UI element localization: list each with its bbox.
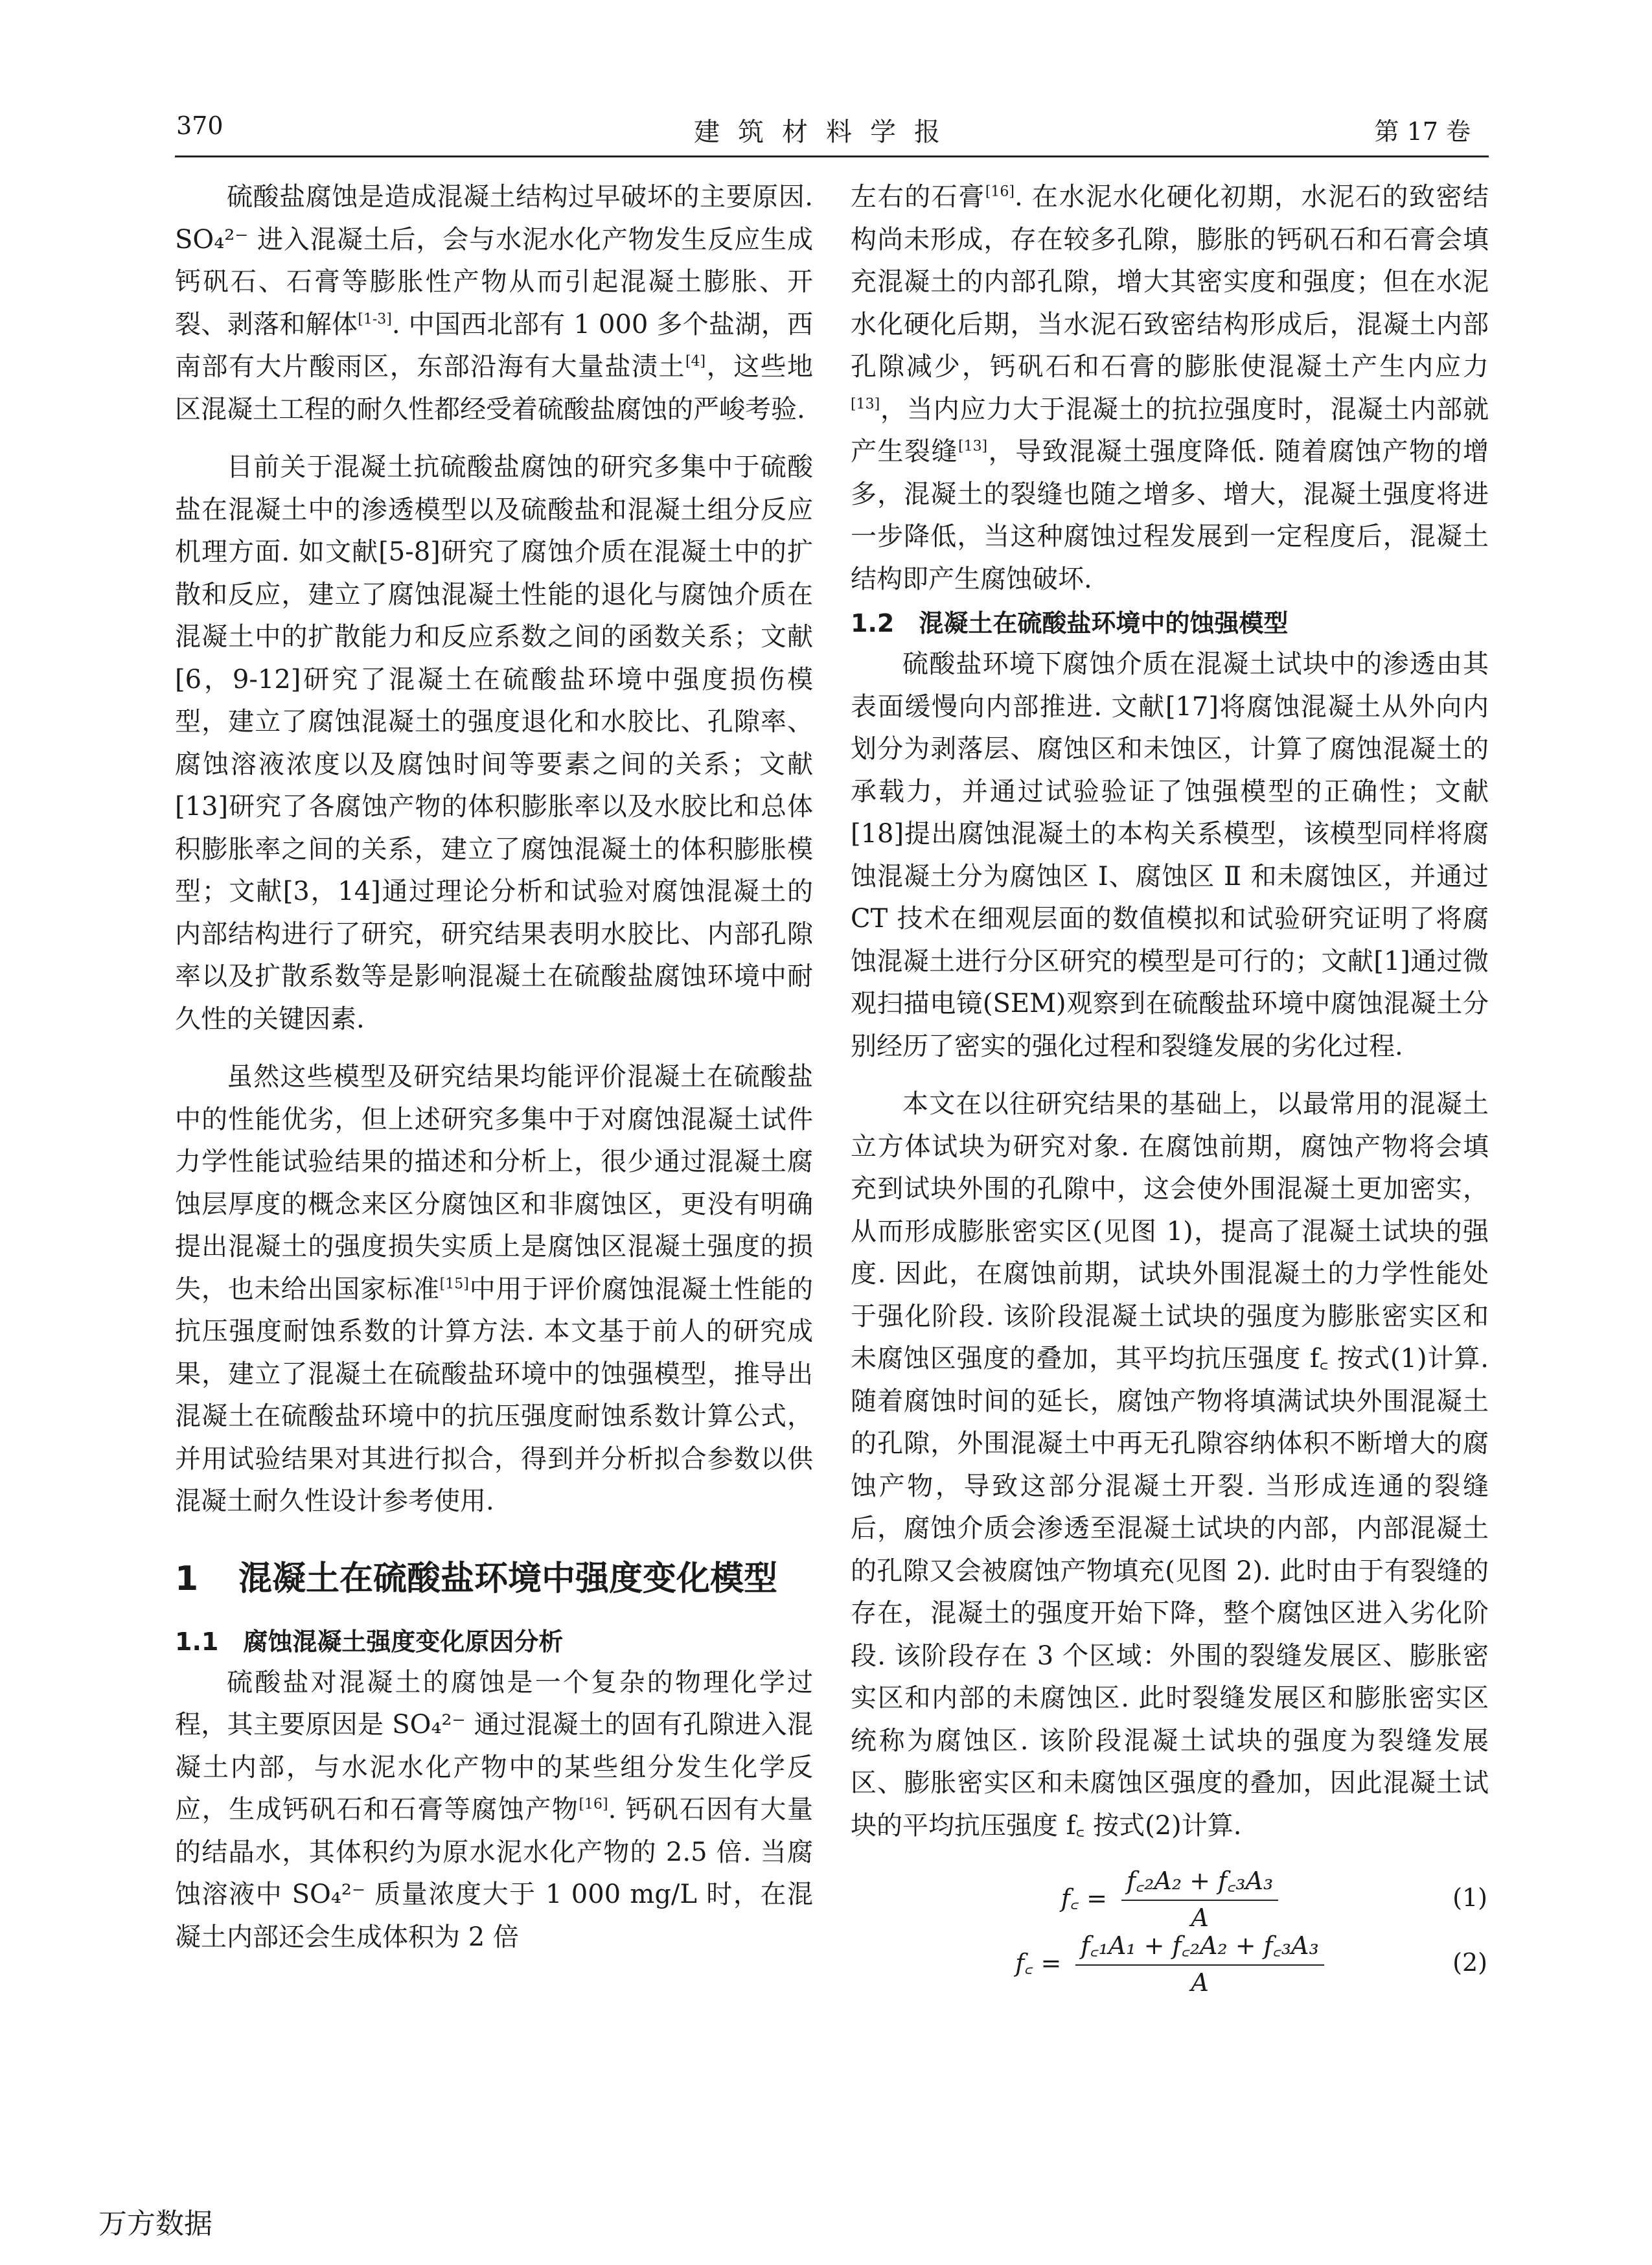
section-heading xyxy=(175,1554,813,1604)
paragraph: 目前关于混凝土抗硫酸盐腐蚀的研究多集中于硫酸盐在混凝土中的渗透模型以及硫酸盐和混凝土组分反应机理方面. 如文献[5-8]研究了腐蚀介质在混凝土中的扩散和反应，建立了腐蚀混凝土性能的退化与腐蚀介质在混凝土中的扩散能力和反应系数之间的函数关系；文献[6，9-12]研究了混凝土在硫酸盐环境中强度损伤模型，建立了腐蚀混凝土的强度退化和水胶比、孔隙率、腐蚀溶液浓度以及腐蚀时间等要素之间的关系；文献[13]研究了各腐蚀产物的体积膨胀率以及水胶比和总体积膨胀率之间的关系，建立了腐蚀混凝土的体积膨胀模型；文献[3，14]通过理论分析和试验对腐蚀混凝土的内部结构进行了研究，研究结果表明水胶比、内部孔隙率以及扩散系数等是影响混凝土在硫酸盐腐蚀环境中耐久性的关键因素. xyxy=(175,452,813,1034)
section-title: 混凝土在硫酸盐环境中强度变化模型 xyxy=(238,1559,778,1598)
paragraph: 硫酸盐腐蚀是造成混凝土结构过早破坏的主要原因. SO₄²⁻ 进入混凝土后，会与水泥水化产物发生反应生成钙矾石、石膏等膨胀性产物从而引起混凝土膨胀、开裂、剥落和解体[1-3]. 中国西北部有 1 000 多个盐湖，西南部有大片酸雨区，东部沿海有大量盐渍土[4]，这些地区混凝土工程的耐久性都经受着硫酸盐腐蚀的严峻考验. xyxy=(175,182,814,424)
left-column xyxy=(175,176,813,1959)
page-number: 370 xyxy=(176,111,224,140)
paragraph: 左右的石膏[16]. 在水泥水化硬化初期，水泥石的致密结构尚未形成，存在较多孔隙，膨胀的钙矾石和石膏会填充混凝土的内部孔隙，增大其密实度和强度；但在水泥水化硬化后期，当水泥石致密结构形成后，混凝土内部孔隙减少，钙矾石和石膏的膨胀使混凝土产生内应力[13]，当内应力大于混凝土的抗拉强度时，混凝土内部就产生裂缝[13]，导致混凝土强度降低. 随着腐蚀产物的增多，混凝土的裂缝也随之增多、增大，混凝土强度将进一步降低，当这种腐蚀过程发展到一定程度后，混凝土结构即产生腐蚀破坏. xyxy=(851,182,1489,594)
equation-2: f꜀ = $\frac{\text{f꜀₁A₁ + f꜀₂A₂ + f꜀₃A₃}}{A}$ (2) xyxy=(851,1930,1489,1995)
subsection-heading: 1.2 混凝土在硫酸盐环境中的蚀强模型 xyxy=(851,609,1289,638)
header-rule xyxy=(175,155,1489,157)
footer-watermark: 万方数据 xyxy=(98,2207,212,2240)
paragraph: 硫酸盐环境下腐蚀介质在混凝土试块中的渗透由其表面缓慢向内部推进. 文献[17]将腐蚀混凝土从外向内划分为剥落层、腐蚀区和未蚀区，计算了腐蚀混凝土的承载力，并通过试验验证了蚀强模型的正确性；文献[18]提出腐蚀混凝土的本构关系模型，该模型同样将腐蚀混凝土分为腐蚀区 Ⅰ、腐蚀区 Ⅱ 和未腐蚀区，并通过 CT 技术在细观层面的数值模拟和试验研究证明了将腐蚀混凝土进行分区研究的模型是可行的；文献[1]通过微观扫描电镜(SEM)观察到在硫酸盐环境中腐蚀混凝土分别经历了密实的强化过程和裂缝发展的劣化过程. xyxy=(851,649,1489,1061)
subsection-heading: 1.1 腐蚀混凝土强度变化原因分析 xyxy=(175,1627,564,1656)
equation-number: (1) xyxy=(1452,1883,1487,1912)
volume-label: 第 17 卷 xyxy=(1374,117,1471,146)
journal-title: 建筑材料学报 xyxy=(694,117,958,147)
equations xyxy=(851,1865,1489,1995)
equation-number: (2) xyxy=(1452,1948,1487,1977)
equation-1: f꜀ = $\frac{\text{f꜀₂A₂ + f꜀₃A₃}}{A}$ (1) xyxy=(851,1865,1489,1930)
section-number: 1 xyxy=(175,1559,199,1598)
paragraph: 硫酸盐对混凝土的腐蚀是一个复杂的物理化学过程，其主要原因是 SO₄²⁻ 通过混凝土的固有孔隙进入混凝土内部，与水泥水化产物中的某些组分发生化学反应，生成钙矾石和石膏等腐蚀产物[16]. 钙矾石因有大量的结晶水，其体积约为原水泥水化产物的 2.5 倍. 当腐蚀溶液中 SO₄²⁻ 质量浓度大于 1 000 mg/L 时，在混凝土内部还会生成体积为 2 倍 xyxy=(175,1667,813,1952)
right-column xyxy=(851,176,1489,1995)
paragraph: 虽然这些模型及研究结果均能评价混凝土在硫酸盐中的性能优劣，但上述研究多集中于对腐蚀混凝土试件力学性能试验结果的描述和分析上，很少通过混凝土腐蚀层厚度的概念来区分腐蚀区和非腐蚀区，更没有明确提出混凝土的强度损失实质上是腐蚀区混凝土强度的损失，也未给出国家标准[15]中用于评价腐蚀混凝土性能的抗压强度耐蚀系数的计算方法. 本文基于前人的研究成果，建立了混凝土在硫酸盐环境中的蚀强模型，推导出混凝土在硫酸盐环境中的抗压强度耐蚀系数计算公式，并用试验结果对其进行拟合，得到并分析拟合参数以供混凝土耐久性设计参考使用. xyxy=(175,1062,814,1516)
paragraph: 本文在以往研究结果的基础上，以最常用的混凝土立方体试块为研究对象. 在腐蚀前期，腐蚀产物将会填充到试块外围的孔隙中，这会使外围混凝土更加密实，从而形成膨胀密实区(见图 1)，提高了混凝土试块的强度. 因此，在腐蚀前期，试块外围混凝土的力学性能处于强化阶段. 该阶段混凝土试块的强度为膨胀密实区和未腐蚀区强度的叠加，其平均抗压强度 f꜀ 按式(1)计算. 随着腐蚀时间的延长，腐蚀产物将填满试块外围混凝土的孔隙，外围混凝土中再无孔隙容纳体积不断增大的腐蚀产物，导致这部分混凝土开裂. 当形成连通的裂缝后，腐蚀介质会渗透至混凝土试块的内部，内部混凝土的孔隙又会被腐蚀产物填充(见图 2). 此时由于有裂缝的存在，混凝土的强度开始下降，整个腐蚀区进入劣化阶段. 该阶段存在 3 个区域：外围的裂缝发展区、膨胀密实区和内部的未腐蚀区. 此时裂缝发展区和膨胀密实区统称为腐蚀区. 该阶段混凝土试块的强度为裂缝发展区、膨胀密实区和未腐蚀区强度的叠加，因此混凝土试块的平均抗压强度 f꜀ 按式(2)计算. xyxy=(851,1089,1489,1841)
